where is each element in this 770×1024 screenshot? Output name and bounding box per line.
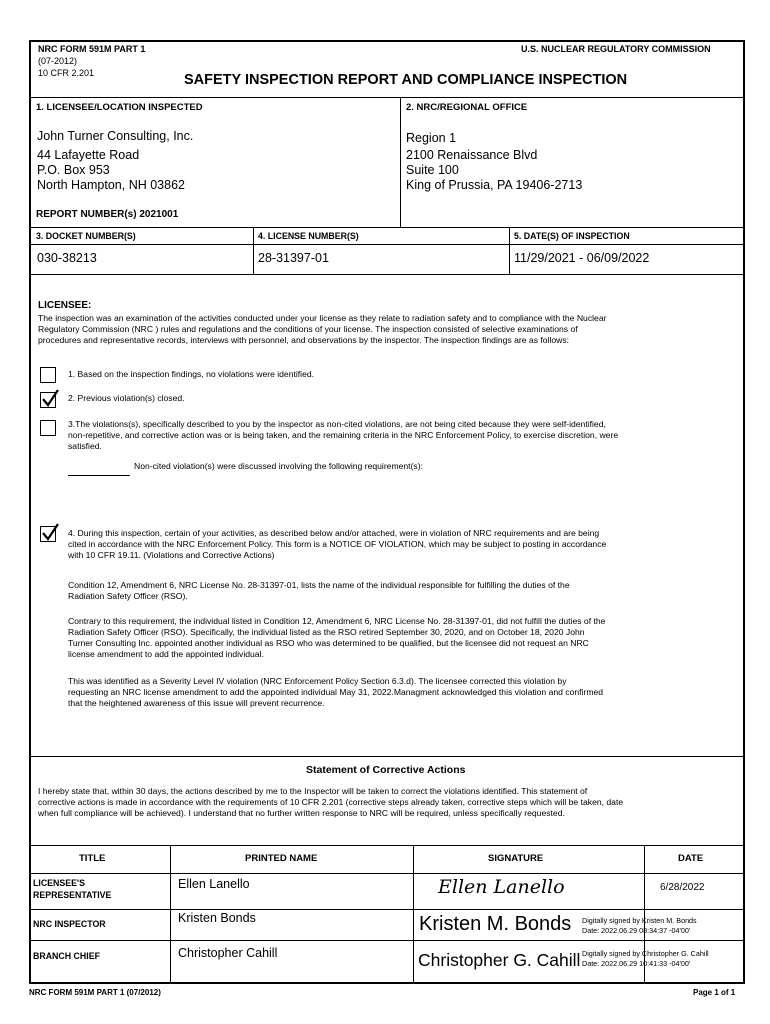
noncited-text: Non-cited violation(s) were discussed involving the following requirement(s): (134, 461, 423, 471)
checkbox-item-3[interactable] (40, 420, 56, 436)
form-cfr: 10 CFR 2.201 (38, 68, 95, 78)
violation-paragraph: that the heightened awareness of this issue will prevent recurrence. (68, 698, 325, 708)
violation-paragraph: Condition 12, Amendment 6, NRC License No. 28-31397-01, lists the name of the individual responsible for fulfilling the duties of the (68, 580, 570, 590)
intro-line: procedures and representative records, interviews with personnel, and observations by the inspector. The inspection findings are as follows: (38, 335, 570, 345)
dates-value: 11/29/2021 - 06/09/2022 (514, 251, 650, 265)
office-header: 2. NRC/REGIONAL OFFICE (406, 102, 528, 113)
noncited-blank[interactable] (68, 475, 130, 476)
violation-paragraph: Contrary to this requirement, the individual listed in Condition 12, Amendment 6, NRC License No. 28-31397-01, did not fulfill the duties of the (68, 616, 606, 626)
digital-sign-info: Digitally signed by Kristen M. Bonds (582, 916, 697, 925)
violation-paragraph: requesting an NRC license amendment to add the appointed individual May 31, 2022.Managment acknowledged this violation and confirmed (68, 687, 604, 697)
col-title-header: TITLE (79, 853, 106, 864)
checkmark-icon (40, 523, 60, 543)
checkmark-icon (40, 389, 60, 409)
violation-paragraph: Turner Consulting Inc. appointed another individual as RSO who was determined to be qualified, but the licensee did not request an NRC (68, 638, 589, 648)
printed-name: Ellen Lanello (178, 877, 250, 891)
dates-header: 5. DATE(S) OF INSPECTION (514, 231, 630, 241)
digital-signature: Christopher G. Cahill (418, 950, 581, 970)
digital-signature: Kristen M. Bonds (419, 913, 572, 935)
statement-text: corrective actions is made in accordance with the requirements of 10 CFR 2.201 (corrective steps already taken, corrective steps which will be taken, date (38, 797, 624, 807)
report-number: REPORT NUMBER(s) 2021001 (36, 209, 179, 220)
violation-paragraph: This was identified as a Severity Level IV violation (NRC Enforcement Policy Section 6.3.d). The licensee corrected this violation by (68, 676, 567, 686)
agency-name: U.S. NUCLEAR REGULATORY COMMISSION (521, 44, 711, 54)
col-signature-header: SIGNATURE (488, 853, 544, 864)
finding-1-text: 1. Based on the inspection findings, no violations were identified. (68, 369, 315, 379)
licensee-address-3: North Hampton, NH 03862 (37, 178, 185, 192)
digital-sign-info: Date: 2022.06.29 10:41:33 -04'00' (582, 959, 691, 968)
printed-name: Kristen Bonds (178, 911, 256, 925)
row-title: LICENSEE'S (33, 878, 85, 888)
office-name: Region 1 (406, 131, 457, 145)
checkbox-item-2[interactable] (40, 392, 56, 408)
intro-line: Regulatory Commission (NRC ) rules and regulations and the conditions of your license. The inspection consisted of selective examinations of (38, 324, 578, 334)
finding-3-text: satisfied. (68, 441, 102, 451)
licensee-header: 1. LICENSEE/LOCATION INSPECTED (36, 102, 203, 113)
finding-4-text: 4. During this inspection, certain of your activities, as described below and/or attached, were in violation of NRC requirements and are being (68, 528, 600, 538)
col-name-header: PRINTED NAME (245, 853, 318, 864)
footer-form-id: NRC FORM 591M PART 1 (07/2012) (29, 988, 161, 997)
docket-value: 030-38213 (37, 251, 97, 265)
page-number: Page 1 of 1 (693, 988, 736, 997)
licensee-name: John Turner Consulting, Inc. (37, 129, 194, 143)
violation-paragraph: Radiation Safety Officer (RSO). (68, 591, 188, 601)
statement-title: Statement of Corrective Actions (306, 764, 466, 776)
intro-line: The inspection was an examination of the activities conducted under your license as they relate to radiation safety and to compliance with the Nuclear (38, 313, 607, 323)
checkbox-item-4[interactable] (40, 526, 56, 542)
statement-text: I hereby state that, within 30 days, the actions described by me to the Inspector will be taken to correct the violations identified. This statement of (38, 786, 588, 796)
printed-name: Christopher Cahill (178, 946, 278, 960)
office-address-1: 2100 Renaissance Blvd (406, 148, 538, 162)
licensee-address-1: 44 Lafayette Road (37, 148, 140, 162)
digital-sign-info: Date: 2022.06.29 08:34:37 -04'00' (582, 926, 691, 935)
violation-paragraph: license amendment to add the appointed individual. (68, 649, 264, 659)
digital-sign-info: Digitally signed by Christopher G. Cahill (582, 949, 709, 958)
finding-3-text: non-repetitive, and corrective action was or is being taken, and the remaining criteria in the NRC Enforcement Policy, to exercise discretion, were (68, 430, 619, 440)
row-title: NRC INSPECTOR (33, 919, 106, 929)
office-address-3: King of Prussia, PA 19406-2713 (406, 178, 583, 192)
form-id: NRC FORM 591M PART 1 (38, 44, 146, 54)
licensee-address-2: P.O. Box 953 (37, 163, 110, 177)
finding-3-text: 3.The violations(s), specifically described to you by the inspector as non-cited violations, are not being cited because they were self-identified, (68, 419, 606, 429)
license-value: 28-31397-01 (258, 251, 329, 265)
license-header: 4. LICENSE NUMBER(S) (258, 231, 359, 241)
form-date: (07-2012) (38, 56, 78, 66)
signature-handwritten: Ellen Lanello (438, 876, 565, 898)
finding-4-text: cited in accordance with the NRC Enforcement Policy. This form is a NOTICE OF VIOLATION, which may be subject to posting in accordance (68, 539, 607, 549)
office-address-2: Suite 100 (406, 163, 459, 177)
row-title: REPRESENTATIVE (33, 890, 112, 900)
docket-header: 3. DOCKET NUMBER(S) (36, 231, 136, 241)
col-date-header: DATE (678, 853, 704, 864)
checkbox-item-1[interactable] (40, 367, 56, 383)
finding-4-text: with 10 CFR 19.11. (Violations and Corrective Actions) (68, 550, 275, 560)
page-title: SAFETY INSPECTION REPORT AND COMPLIANCE INSPECTION (184, 72, 628, 88)
statement-text: when full compliance will be achieved). I understand that no further written response to NRC will be required, unless specifically requested. (38, 808, 565, 818)
finding-2-text: 2. Previous violation(s) closed. (68, 393, 185, 403)
sign-date: 6/28/2022 (660, 882, 705, 893)
licensee-heading: LICENSEE: (38, 300, 92, 311)
violation-paragraph: Radiation Safety Officer (RSO). Specifically, the individual listed as the RSO retired September 30, 2020, and on October 18, 2020 John (68, 627, 585, 637)
row-title: BRANCH CHIEF (33, 951, 100, 961)
